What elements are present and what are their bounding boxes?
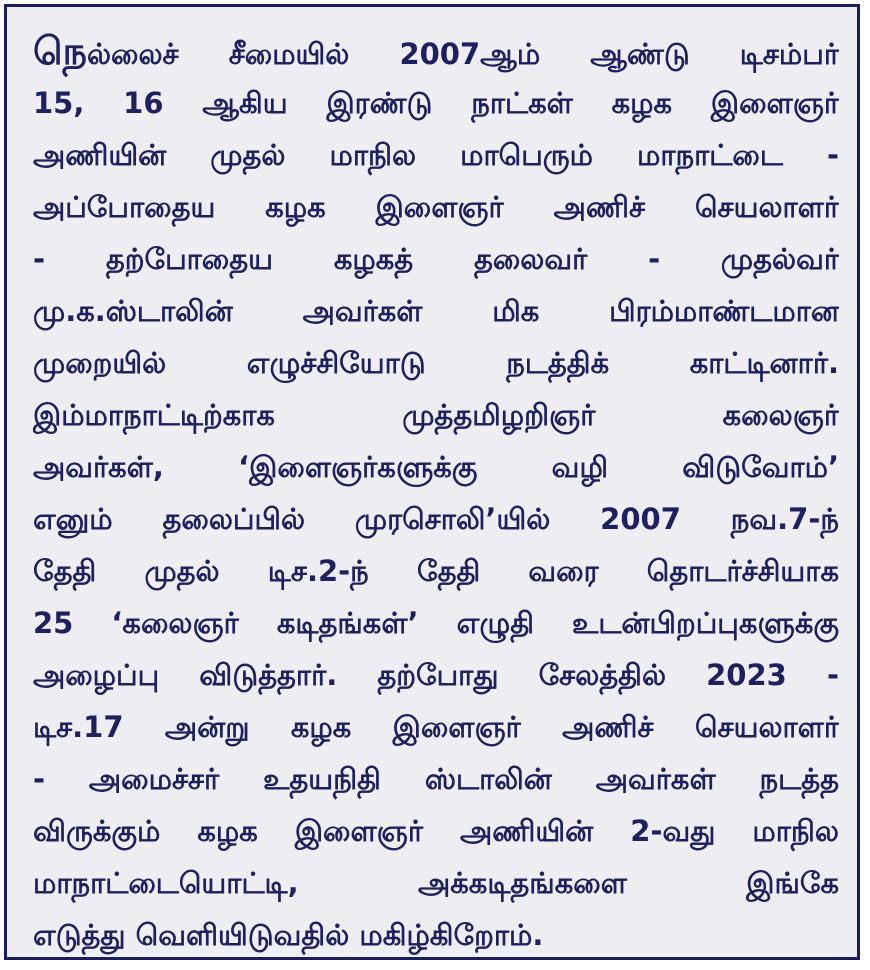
drop-cap: நெ	[33, 29, 87, 73]
article-line: அணியின் முதல் மாநில மாபெரும் மாநாட்டை -	[33, 138, 839, 172]
article-line: அவர்கள், ‘இளைஞர்களுக்கு வழி விடுவோம்’	[33, 450, 839, 484]
article-body	[33, 25, 839, 952]
article-line: மு.க.ஸ்டாலின் அவர்கள் மிக பிரம்மாண்டமான	[33, 294, 839, 328]
article-line: அழைப்பு விடுத்தார். தற்போது சேலத்தில் 2023 -	[33, 658, 839, 692]
article-line: 15, 16 ஆகிய இரண்டு நாட்கள் கழக இளைஞர்	[33, 86, 839, 120]
article-line: - அமைச்சர் உதயநிதி ஸ்டாலின் அவர்கள் நடத்த	[33, 762, 839, 796]
article-box	[4, 4, 860, 960]
article-line: முறையில் எழுச்சியோடு நடத்திக் காட்டினார்.	[33, 346, 839, 380]
article-line: மாநாட்டையொட்டி, அக்கடிதங்களை இங்கே	[33, 866, 839, 900]
article-line: தேதி முதல் டிச.2-ந் தேதி வரை தொடர்ச்சியாக	[33, 554, 839, 588]
first-line-text: ல்லைச் சீமையில் 2007ஆம் ஆண்டு டிசம்பர்	[86, 37, 839, 71]
article-line: விருக்கும் கழக இளைஞர் அணியின் 2-வது மாநில	[33, 814, 839, 848]
article-line: டிச.17 அன்று கழக இளைஞர் அணிச் செயலாளர்	[33, 710, 839, 744]
article-line: அப்போதைய கழக இளைஞர் அணிச் செயலாளர்	[33, 190, 839, 224]
article-line: - தற்போதைய கழகத் தலைவர் - முதல்வர்	[33, 242, 839, 276]
article-line: 25 ‘கலைஞர் கடிதங்கள்’ எழுதி உடன்பிறப்புகளுக்கு	[33, 606, 839, 640]
article-line: எனும் தலைப்பில் முரசொலி’யில் 2007 நவ.7-ந்	[33, 502, 839, 536]
article-line: இம்மாநாட்டிற்காக முத்தமிழறிஞர் கலைஞர்	[33, 398, 839, 432]
article-line	[33, 25, 839, 77]
article-line: எடுத்து வெளியிடுவதில் மகிழ்கிறோம்.	[33, 918, 544, 952]
